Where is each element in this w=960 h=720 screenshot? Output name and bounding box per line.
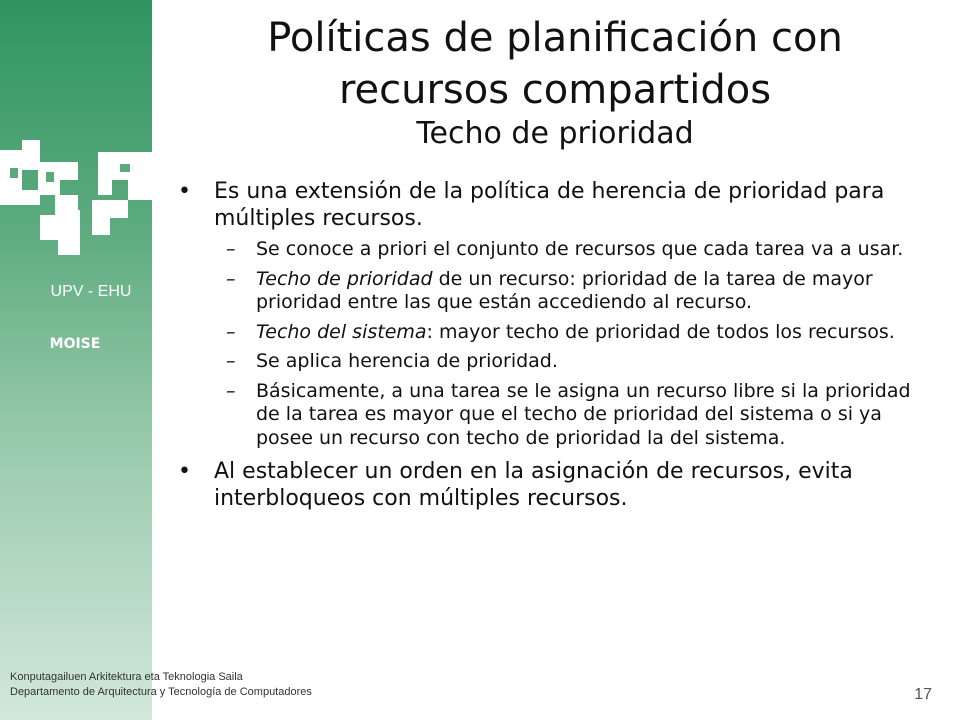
sub-item — [172, 350, 932, 374]
slide-subtitle: Techo de prioridad — [416, 116, 694, 151]
sub-item-emphasis: Techo del sistema — [256, 320, 427, 343]
slide-content — [172, 178, 932, 518]
dash-marker: – — [226, 238, 236, 260]
dash-marker: – — [226, 350, 236, 372]
footer — [10, 670, 312, 700]
sub-item-emphasis: Techo de prioridad — [256, 267, 433, 290]
bullet-text: Es una extensión de la política de herencia de prioridad para múltiples recursos. — [214, 179, 885, 231]
bullet-marker: • — [178, 179, 191, 204]
sidebar — [0, 0, 152, 720]
footer-line-1: Konputagailuen Arkitektura eta Teknologia Saila — [10, 671, 243, 683]
page-number: 17 — [914, 686, 932, 703]
sub-list — [172, 238, 932, 450]
sub-item-text: Se conoce a priori el conjunto de recursos que cada tarea va a usar. — [256, 238, 904, 260]
sub-item — [172, 380, 932, 451]
upv-ehu-logo — [0, 140, 152, 275]
slide-title — [160, 12, 950, 116]
sub-item-text: : mayor techo de prioridad de todos los recursos. — [426, 320, 895, 343]
bullet-item — [172, 458, 932, 512]
dash-marker: – — [226, 267, 236, 290]
org-short-name: UPV - EHU — [50, 283, 132, 300]
sub-item-text: Se aplica herencia de prioridad. — [256, 350, 558, 372]
sub-item-text: de un recurso: prioridad de la tarea de mayor prioridad entre las que están accediendo al recurso. — [256, 267, 873, 313]
footer-line-2: Departamento de Arquitectura y Tecnología de Computadores — [10, 686, 312, 698]
title-line-2: recursos compartidos — [338, 67, 772, 113]
group-name: MOISE — [49, 336, 101, 352]
sub-item — [172, 268, 932, 315]
bullet-marker: • — [178, 459, 191, 484]
sub-item — [172, 321, 932, 345]
dash-marker: – — [226, 320, 236, 343]
bullet-item — [172, 178, 932, 232]
sub-item — [172, 238, 932, 262]
dash-marker: – — [226, 379, 236, 402]
title-line-1: Políticas de planificación con — [267, 15, 843, 61]
sub-item-text: Básicamente, a una tarea se le asigna un recurso libre si la prioridad de la tarea es mayor que el techo de prioridad del sistema o si ya posee un recurso con techo de prioridad la del sistema. — [256, 379, 911, 449]
bullet-text: Al establecer un orden en la asignación de recursos, evita interbloqueos con múltiples recursos. — [214, 459, 853, 511]
